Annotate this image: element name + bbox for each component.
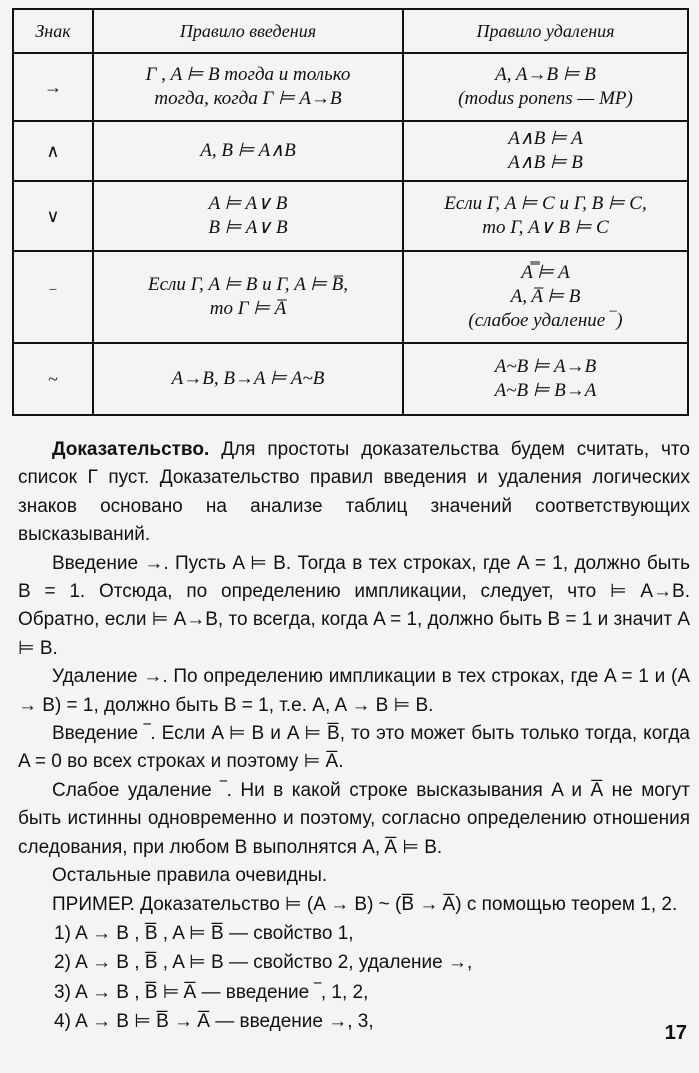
elimination-cell	[403, 53, 688, 121]
proof-paragraph	[18, 436, 690, 550]
list-item: 2) A → B , B̅ , A ⊨ B — свойство 2, удаление →,	[54, 952, 473, 974]
sign-cell: →	[13, 53, 93, 121]
example-paragraph: ПРИМЕР. Доказательство ⊨ (A → B) ~ (B̅ → A̅) с помощью теорем 1, 2.	[52, 893, 678, 915]
formula-line: Если Γ, A ⊨ B и Γ, A ⊨ B̅,	[148, 274, 348, 295]
introduction-cell	[93, 181, 403, 251]
header-introduction-rule: Правило введения	[93, 9, 403, 53]
formula-line: B ⊨ A∨ B	[208, 217, 288, 238]
introduction-cell	[93, 251, 403, 343]
weak-elimination-paragraph: Слабое удаление ‾. Ни в какой строке высказывания A и A̅ не могут быть истинны одновременно и поэтому, согласно определению отношения следования, при любом B выполнятся A, A̅ ⊨ B.	[18, 779, 690, 858]
formula-line: A, A→B ⊨ B	[495, 64, 596, 85]
proof-title: Доказательство.	[52, 439, 210, 460]
introduction-cell	[93, 53, 403, 121]
proof-paragraph-text: Для простоты доказательства будем считать, что список Γ пуст. Доказательство правил введения и удаления логических знаков основано на анализе таблиц значений соответствующих высказываний.	[18, 439, 690, 546]
formula-line: A∧B ⊨ A	[508, 128, 583, 149]
formula-line: A~B ⊨ B→A	[494, 380, 597, 401]
elimination-cell	[403, 181, 688, 251]
table-row	[13, 53, 688, 121]
formula-line: Если Γ, A ⊨ C и Γ, B ⊨ C,	[444, 193, 647, 214]
formula-line: (слабое удаление ‾)	[468, 310, 623, 331]
sign-cell: ~	[13, 343, 93, 415]
sign-cell: ∧	[13, 121, 93, 181]
introduction-cell	[93, 343, 403, 415]
remaining-rules-paragraph: Остальные правила очевидны.	[52, 865, 328, 887]
proof-text	[18, 436, 690, 1037]
sign-cell: ∨	[13, 181, 93, 251]
list-item: 3) A → B , B̅ ⊨ A̅ — введение ‾, 1, 2,	[54, 981, 369, 1003]
table-row	[13, 181, 688, 251]
formula-line: (modus ponens — MP)	[458, 88, 633, 109]
formula-line: Γ , A ⊨ B тогда и только	[145, 64, 351, 85]
table-row	[13, 121, 688, 181]
table-row	[13, 343, 688, 415]
introduction-negation-paragraph: Введение ‾. Если A ⊨ B и A ⊨ B̅, то это может быть только тогда, когда A = 0 во всех строках и поэтому ⊨ A̅.	[18, 723, 690, 773]
formula-line: A→B, B→A ⊨ A~B	[171, 368, 325, 389]
introduction-implication-paragraph: Введение →. Пусть A ⊨ B. Тогда в тех строках, где A = 1, должно быть B = 1. Отсюда, по определению импликации, следует, что ⊨ A→B. Обратно, если ⊨ A→B, то всегда, когда A = 1, должно быть B = 1 и значит A ⊨ B.	[18, 552, 690, 659]
formula-line: тогда, когда Γ ⊨ A→B	[154, 88, 342, 109]
formula-line: A ⊨ A∨ B	[208, 193, 288, 214]
formula-line: A, A̅ ⊨ B	[510, 286, 581, 307]
header-elimination-rule: Правило удаления	[403, 9, 688, 53]
list-item: 1) A → B , B̅ , A ⊨ B̅ — свойство 1,	[54, 922, 354, 944]
example-steps	[18, 919, 690, 1037]
elimination-cell	[403, 121, 688, 181]
page-number: 17	[664, 1022, 687, 1044]
elimination-cell	[403, 343, 688, 415]
sign-cell: ‾	[13, 251, 93, 343]
table-row	[13, 251, 688, 343]
formula-line: A̿ ⊨ A	[521, 262, 570, 283]
formula-line: то Γ ⊨ A̅	[209, 298, 287, 319]
formula-line: то Γ, A∨ B ⊨ C	[482, 217, 609, 238]
introduction-cell	[93, 121, 403, 181]
table-header-row	[13, 9, 688, 53]
header-sign: Знак	[13, 9, 93, 53]
formula-line: A~B ⊨ A→B	[494, 356, 597, 377]
inference-rules-table	[12, 8, 689, 416]
formula-line: A∧B ⊨ B	[508, 152, 583, 173]
formula-line: A, B ⊨ A∧B	[200, 140, 296, 161]
elimination-cell	[403, 251, 688, 343]
list-item: 4) A → B ⊨ B̅ → A̅ — введение →, 3,	[54, 1011, 374, 1033]
elimination-implication-paragraph: Удаление →. По определению импликации в тех строках, где A = 1 и (A → B) = 1, должно быть B = 1, т.е. A, A → B ⊨ B.	[18, 666, 690, 716]
